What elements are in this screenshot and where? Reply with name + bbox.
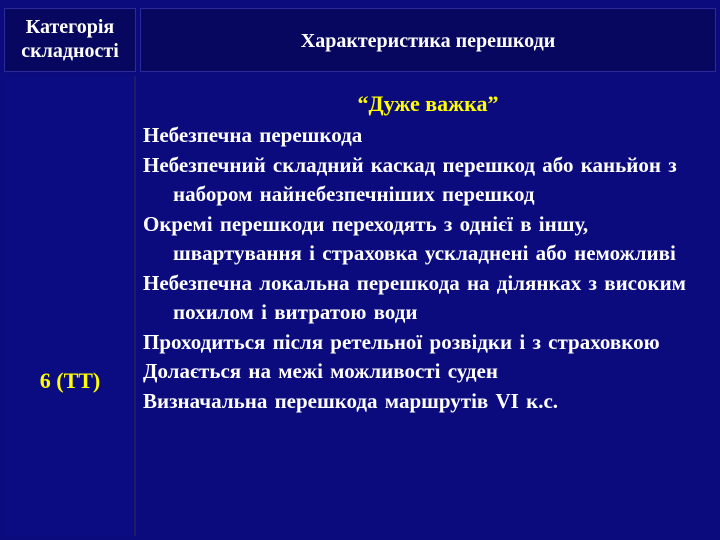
list-item: Долається на межі можливості суден bbox=[143, 359, 498, 383]
category-cell bbox=[4, 76, 136, 536]
list-item: Небезпечний складний каскад перешкод або каньйон з набором найнебезпечніших перешкод bbox=[143, 152, 677, 206]
list-item: Проходиться після ретельної розвідки і з страховкою bbox=[143, 329, 660, 354]
list-item: Небезпечна перешкода bbox=[143, 123, 363, 147]
category-header-line1: Категорія bbox=[25, 16, 115, 38]
list-item: Окремі перешкоди переходять з однієї в іншу, швартування і страховка ускладнені або неможливі bbox=[143, 211, 676, 265]
category-header-line2: складності bbox=[21, 40, 119, 62]
list-item: Визначальна перешкода маршрутів VI к.с. bbox=[143, 388, 559, 413]
list-item: Небезпечна локальна перешкода на ділянках з високим похилом і витратою води bbox=[143, 270, 686, 324]
characteristics-list bbox=[143, 121, 713, 416]
difficulty-subtitle: “Дуже важка” bbox=[357, 91, 499, 116]
category-header bbox=[4, 8, 136, 72]
category-value: 6 (ТТ) bbox=[39, 368, 101, 393]
characteristic-header: Характеристика перешкоди bbox=[140, 8, 716, 72]
